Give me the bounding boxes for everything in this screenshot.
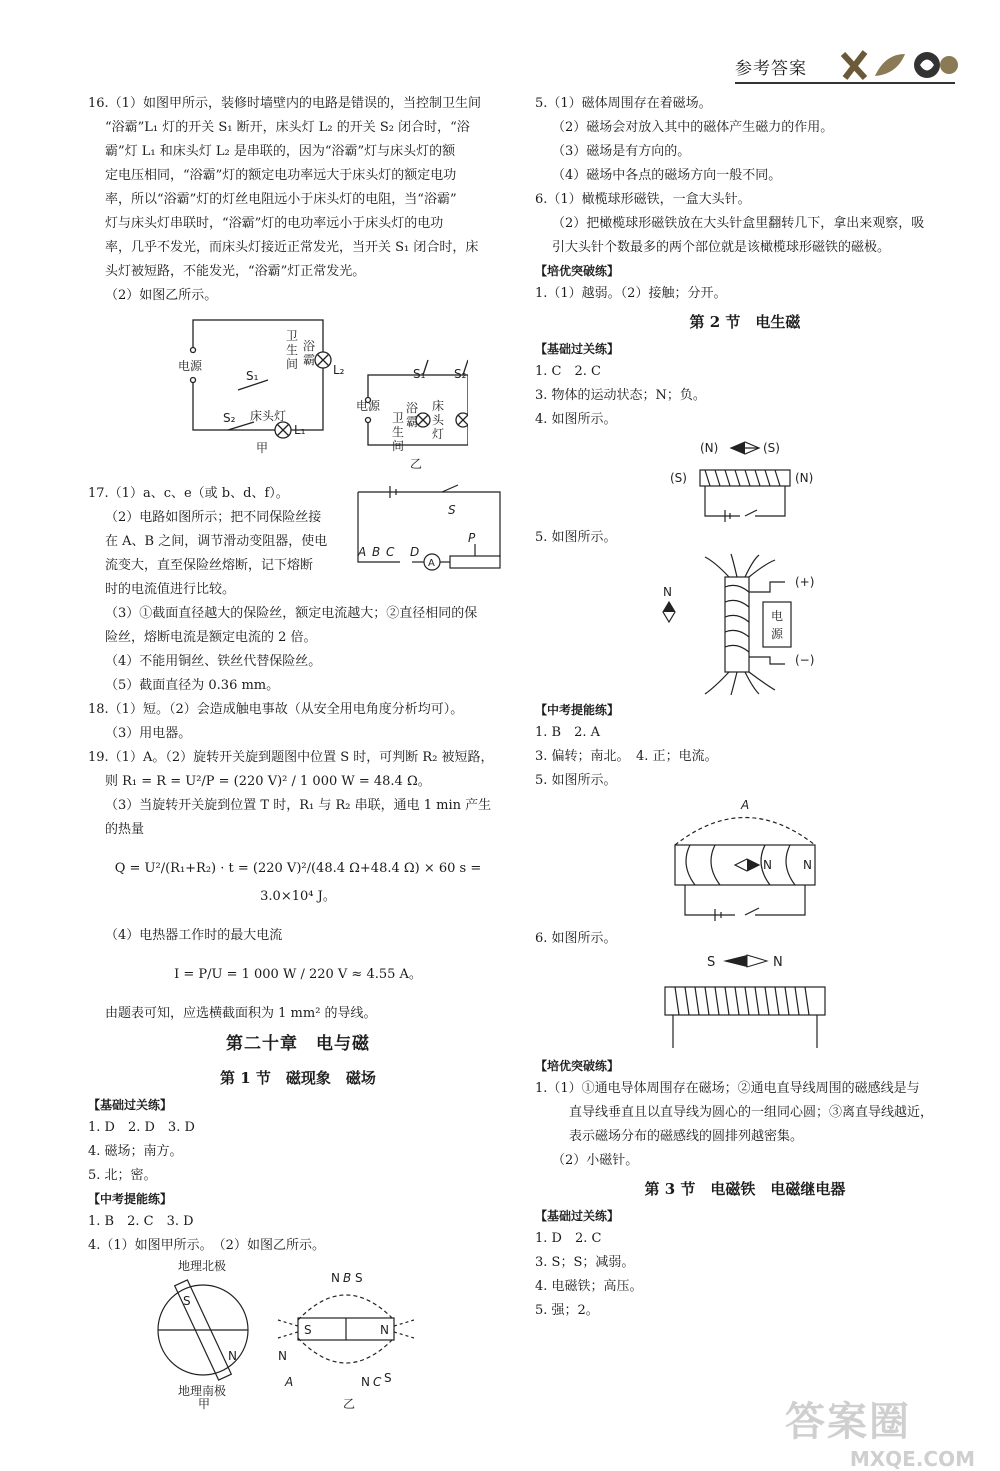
- s-label: (S): [670, 471, 687, 485]
- answer-line: 1. D 2. C: [535, 1231, 602, 1246]
- section-tag: 【中考提能练】: [535, 703, 620, 717]
- l2-label: L₂: [333, 363, 345, 377]
- bed-label: 床: [432, 399, 445, 413]
- q17-line: 在 A、B 之间，调节滑动变阻器，使电: [105, 534, 328, 549]
- circuit-figure-16: [128, 310, 468, 480]
- n-label: (N): [795, 471, 814, 485]
- q16-line: 率，几乎不发光，而床头灯接近正常发光，当开关 S₁ 闭合时，床: [105, 240, 479, 255]
- answer-line: 表示磁场分布的磁感线的圆排列越密集。: [569, 1129, 804, 1144]
- q16-line: 头灯被短路，不能发光，“浴霸”灯正常发光。: [105, 264, 366, 279]
- q16-line: 率，所以“浴霸”灯的灯丝电阻远小于床头灯的电阻，当“浴霸”: [105, 192, 457, 207]
- answer-line: 直导线垂直且以直导线为圆心的一组同心圆；③离直导线越近，: [569, 1105, 934, 1120]
- section-title: 第 3 节 电磁铁 电磁继电器: [644, 1180, 846, 1198]
- s-label: S: [355, 1271, 363, 1285]
- q17-line: 险丝，熔断电流是额定电流的 2 倍。: [105, 630, 317, 645]
- answer-line: 1.（1）①通电导体周围存在磁场；②通电直导线周围的磁感线是与: [535, 1081, 920, 1096]
- q16-line: 16.（1）如图甲所示，装修时墙壁内的电路是错误的，当控制卫生间: [88, 96, 481, 111]
- leaf-logo-icon: [835, 48, 960, 82]
- geo-north-label: 地理北极: [178, 1260, 227, 1273]
- q19-equation: I = P/U = 1 000 W / 220 V ≈ 4.55 A。: [174, 967, 422, 982]
- b-label: B: [372, 545, 381, 559]
- circuit-figure-17: [350, 482, 510, 582]
- n-label: N: [361, 1375, 370, 1389]
- q19-equation: Q = U²/(R₁+R₂) · t = (220 V)²/(48.4 Ω+48.4 Ω) × 60 s = 3.0×10⁴ J。: [114, 861, 482, 904]
- q16-part2: （2）如图乙所示。: [105, 288, 218, 303]
- solenoid-figure-4: [645, 434, 845, 524]
- page-header: [735, 48, 965, 86]
- bath-label: 生: [286, 343, 299, 357]
- watermark: [785, 1390, 985, 1471]
- power-label: 电源: [178, 359, 203, 373]
- q16-line: 灯与床头灯串联时，“浴霸”灯的电功率远小于床头灯的电功: [105, 216, 444, 231]
- answer-line: 5.（1）磁体周围存在着磁场。: [535, 96, 712, 111]
- watermark-url: MXQE.COM: [849, 1447, 975, 1471]
- answer-line: 1. C 2. C: [535, 364, 601, 379]
- plus-label: (+): [795, 575, 815, 589]
- minus-label: (−): [795, 653, 815, 667]
- answer-line: 引大头针个数最多的两个部位就是该橄榄球形磁铁的磁极。: [552, 240, 891, 255]
- answer-line: 1.（1）越弱。（2）接触；分开。: [535, 286, 727, 301]
- q17-line: （3）①截面直径越大的保险丝，额定电流越大；②直径相同的保: [105, 606, 478, 621]
- s1-label: S₁: [413, 367, 426, 381]
- n-label: (N): [700, 441, 719, 455]
- q18-line: （3）用电器。: [105, 726, 192, 741]
- header-label: 参考答案: [735, 59, 807, 79]
- solenoid-figure-5: [645, 552, 845, 697]
- d-label: D: [410, 545, 420, 559]
- s-label: S: [183, 1294, 191, 1308]
- power-label: 电源: [356, 399, 381, 413]
- ba-label: 霸: [303, 353, 316, 367]
- bath-label: 间: [286, 357, 299, 371]
- header-rule: [735, 82, 955, 84]
- q19-line: （4）电热器工作时的最大电流: [105, 928, 283, 943]
- n-label: N: [380, 1323, 389, 1337]
- q16-line: “浴霸”L₁ 灯的开关 S₁ 断开，床头灯 L₂ 的开关 S₂ 闭合时，“浴: [105, 120, 470, 135]
- q17-line: （4）不能用铜丝、铁丝代替保险丝。: [105, 654, 322, 669]
- answer-line: 1. B 2. A: [535, 725, 601, 740]
- answer-line: 5. 强；2。: [535, 1303, 599, 1318]
- section-tag: 【培优突破练】: [535, 1059, 620, 1073]
- q19-line: 19.（1）A。（2）旋转开关旋到题图中位置 S 时，可判断 R₂ 被短路，: [88, 750, 494, 765]
- q17-line: （5）截面直径为 0.36 mm。: [105, 678, 280, 693]
- answer-line: （2）小磁针。: [552, 1153, 639, 1168]
- section-tag: 【培优突破练】: [535, 264, 620, 278]
- caption-a: 甲: [256, 441, 269, 455]
- answer-line: （2）磁场会对放入其中的磁体产生磁力的作用。: [552, 120, 834, 135]
- answer-line: 3. S；S；减弱。: [535, 1255, 635, 1270]
- answer-line: 4. 磁场；南方。: [88, 1144, 183, 1159]
- c-label: C: [373, 1375, 382, 1389]
- ba-label: 霸: [406, 415, 419, 429]
- q17-line: （2）电路如图所示；把不同保险丝接: [105, 510, 322, 525]
- answer-line: 4.（1）如图甲所示。 （2）如图乙所示。: [88, 1238, 325, 1253]
- answer-line: （2）把橄榄球形磁铁放在大头针盒里翻转几下，拿出来观察，吸: [552, 216, 925, 231]
- n-label: N: [228, 1349, 237, 1363]
- q19-line: 则 R₁ = R = U²/P = (220 V)² / 1 000 W = 48.4 Ω。: [105, 774, 431, 789]
- q16-line: 定电压相同，“浴霸”灯的额定电功率远大于床头灯的额定电功: [105, 168, 457, 183]
- yu-label: 浴: [406, 401, 419, 415]
- s-label: S: [707, 955, 716, 970]
- answer-line: 3. 偏转；南北。 4. 正；电流。: [535, 749, 718, 764]
- section-tag: 【基础过关练】: [88, 1098, 173, 1112]
- answer-line: 4. 电磁铁；高压。: [535, 1279, 643, 1294]
- s-label: (S): [763, 441, 780, 455]
- n-label: N: [763, 858, 772, 872]
- watermark-text: 答案圈: [785, 1399, 911, 1445]
- n-label: N: [803, 858, 812, 872]
- section-tag: 【中考提能练】: [88, 1192, 173, 1206]
- a-label: A: [358, 545, 367, 559]
- answer-line: （4）磁场中各点的磁场方向一般不同。: [552, 168, 782, 183]
- bath-label: 卫: [286, 329, 299, 343]
- answer-line: 1. D 2. D 3. D: [88, 1120, 195, 1135]
- electromagnet-figure-e5: [635, 795, 855, 925]
- q19-line: 的热量: [105, 822, 145, 837]
- q17-block: [88, 482, 508, 602]
- answer-line: 3. 物体的运动状态；N；负。: [535, 388, 706, 403]
- bed-lamp-label: 床头灯: [250, 409, 287, 423]
- b-label: B: [343, 1271, 352, 1285]
- bath-label: 间: [392, 439, 405, 453]
- answer-line: 4. 如图所示。: [535, 412, 617, 427]
- answer-line: 5. 北；密。: [88, 1168, 157, 1183]
- source-label: 电: [771, 609, 784, 623]
- l1-label: L₁: [294, 423, 306, 437]
- q17-line: 17.（1）a、c、e（或 b、d、f）。: [88, 486, 289, 501]
- solenoid-figure-e6: [635, 953, 855, 1053]
- q17-line: 流变大，直至保险丝熔断，记下熔断: [105, 558, 314, 573]
- a-label: A: [285, 1375, 294, 1389]
- a-label: A: [741, 798, 750, 812]
- q19-line: 由题表可知，应选横截面积为 1 mm² 的导线。: [105, 1006, 377, 1021]
- s-label: S: [304, 1323, 312, 1337]
- yu-label: 浴: [303, 339, 316, 353]
- answer-line: 6.（1）橄榄球形磁铁，一盒大头针。: [535, 192, 751, 207]
- s2-label: S₂: [223, 411, 236, 425]
- n-label: N: [278, 1349, 287, 1363]
- q18-line: 18.（1）短。（2）会造成触电事故（从安全用电角度分析均可）。: [88, 702, 464, 717]
- s-label: S: [384, 1371, 392, 1385]
- q19-line: （3）当旋转开关旋到位置 T 时，R₁ 与 R₂ 串联，通电 1 min 产生: [105, 798, 492, 813]
- answer-line: 5. 如图所示。: [535, 530, 617, 545]
- q17-line: 时的电流值进行比较。: [105, 582, 236, 597]
- bath-label: 生: [392, 425, 405, 439]
- bed-label: 头: [432, 413, 445, 427]
- bed-label: 灯: [432, 427, 445, 441]
- answer-line: 1. B 2. C 3. D: [88, 1214, 194, 1229]
- section-tag: 【基础过关练】: [535, 342, 620, 356]
- s2-label: S₂: [454, 367, 467, 381]
- caption-b: 乙: [343, 1397, 356, 1410]
- answer-line: （3）磁场是有方向的。: [552, 144, 691, 159]
- ammeter-label: A: [428, 558, 435, 569]
- n-label: N: [773, 955, 783, 970]
- n-label: N: [663, 585, 672, 599]
- c-label: C: [386, 545, 395, 559]
- section-title: 第 1 节 磁现象 磁场: [220, 1069, 376, 1087]
- right-column: [535, 92, 955, 1323]
- bath-label: 卫: [392, 411, 405, 425]
- s-label: S: [448, 503, 456, 517]
- answer-line: 5. 如图所示。: [535, 773, 617, 788]
- section-tag: 【基础过关练】: [535, 1209, 620, 1223]
- n-label: N: [331, 1271, 340, 1285]
- answer-line: 6. 如图所示。: [535, 931, 617, 946]
- q16-line: 霸”灯 L₁ 和床头灯 L₂ 是串联的，因为“浴霸”灯与床头灯的额: [105, 144, 456, 159]
- source-label: 源: [771, 627, 784, 641]
- caption-b: 乙: [410, 457, 423, 471]
- caption-a: 甲: [198, 1397, 211, 1410]
- left-column: [88, 92, 508, 1412]
- geo-south-label: 地理南极: [178, 1384, 227, 1398]
- chapter-title: 第二十章 电与磁: [226, 1034, 370, 1054]
- earth-magnet-figure: [148, 1260, 448, 1410]
- p-label: P: [468, 531, 476, 545]
- section-title: 第 2 节 电生磁: [689, 313, 801, 331]
- s1-label: S₁: [246, 369, 259, 383]
